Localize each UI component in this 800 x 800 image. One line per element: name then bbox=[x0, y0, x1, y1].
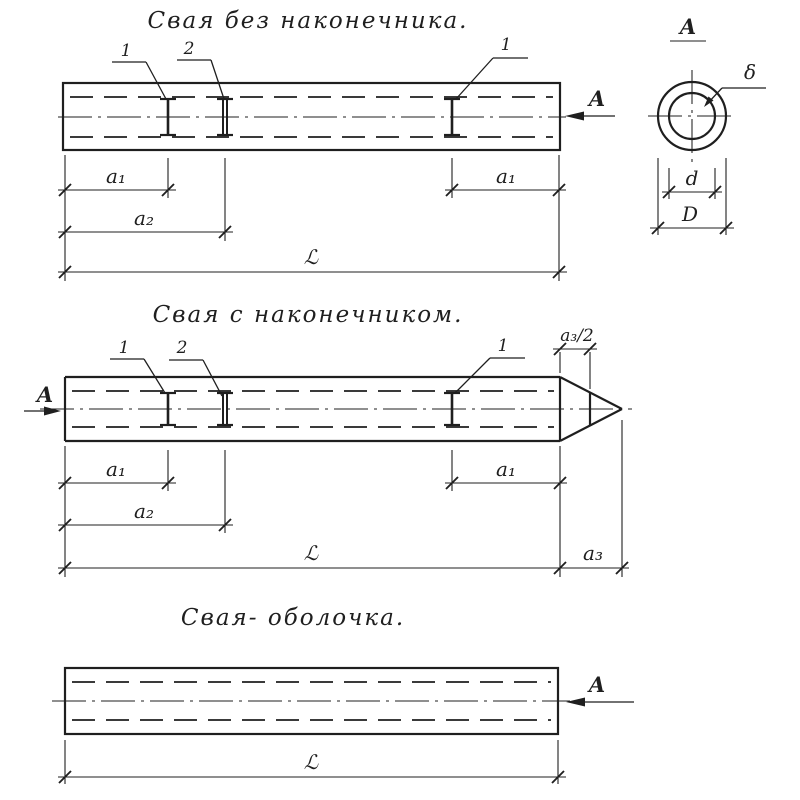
arrowhead-left-icon bbox=[566, 698, 585, 707]
view1-title: Свая без наконечника. bbox=[147, 8, 469, 34]
dim-length bbox=[58, 245, 567, 278]
callout-label: 1 bbox=[118, 338, 130, 358]
dim-label: a₁ bbox=[106, 164, 126, 188]
view-pile-shell bbox=[52, 605, 634, 784]
dim-a1-right bbox=[445, 164, 566, 196]
section-arrow-label: А bbox=[36, 382, 54, 407]
section-arrow-label: А bbox=[588, 86, 606, 111]
dim-label: ℒ bbox=[303, 541, 319, 565]
section-view-a bbox=[648, 14, 766, 235]
dim-label: d bbox=[685, 166, 699, 190]
dim-a3 bbox=[560, 541, 629, 574]
dim-label: a₂ bbox=[134, 499, 154, 523]
dim-label: D bbox=[681, 202, 699, 226]
dim-label: a₁ bbox=[496, 457, 516, 481]
callout-2-mid bbox=[169, 338, 222, 396]
arrowhead-left-icon bbox=[565, 112, 584, 121]
callout-label: 1 bbox=[497, 336, 509, 356]
view-pile-with-tip bbox=[24, 302, 632, 577]
dim-length bbox=[58, 541, 567, 574]
callout-1-right bbox=[455, 336, 525, 393]
section-view-title: А bbox=[679, 14, 697, 39]
dim-label: a₂ bbox=[134, 206, 154, 230]
dim-length bbox=[58, 750, 566, 783]
dim-label: δ bbox=[743, 60, 757, 84]
callout-1-right bbox=[456, 35, 528, 99]
callout-label: 1 bbox=[120, 41, 132, 61]
callout-label: 1 bbox=[500, 35, 512, 55]
wall-thickness-leader bbox=[704, 60, 766, 107]
dim-label: ℒ bbox=[303, 245, 319, 269]
dim-label: a₁ bbox=[496, 164, 516, 188]
callout-1-left bbox=[112, 41, 166, 99]
dim-label: ℒ bbox=[303, 750, 319, 774]
callout-2-mid bbox=[177, 39, 224, 99]
arrowhead-right-icon bbox=[44, 407, 61, 416]
dim-a1-left bbox=[58, 457, 176, 489]
callout-1-left bbox=[110, 338, 165, 393]
dim-inner-diameter bbox=[662, 166, 722, 199]
view-pile-without-tip bbox=[58, 8, 615, 281]
dim-a2 bbox=[58, 499, 233, 531]
section-cut-arrow bbox=[566, 672, 634, 707]
view3-title: Свая- оболочка. bbox=[180, 605, 406, 631]
dim-a1-right bbox=[445, 457, 567, 489]
section-cut-arrow bbox=[565, 86, 615, 121]
section-cut-arrow bbox=[24, 382, 61, 416]
dim-label: a₁ bbox=[106, 457, 126, 481]
callout-label: 2 bbox=[183, 39, 195, 59]
callout-label: 2 bbox=[176, 338, 188, 358]
dim-label: a₃/2 bbox=[560, 326, 594, 346]
view2-title: Свая с наконечником. bbox=[152, 302, 464, 328]
dim-label: a₃ bbox=[583, 541, 603, 565]
dim-a2 bbox=[58, 206, 233, 238]
dim-a1-left bbox=[58, 164, 176, 196]
section-arrow-label: А bbox=[588, 672, 606, 697]
